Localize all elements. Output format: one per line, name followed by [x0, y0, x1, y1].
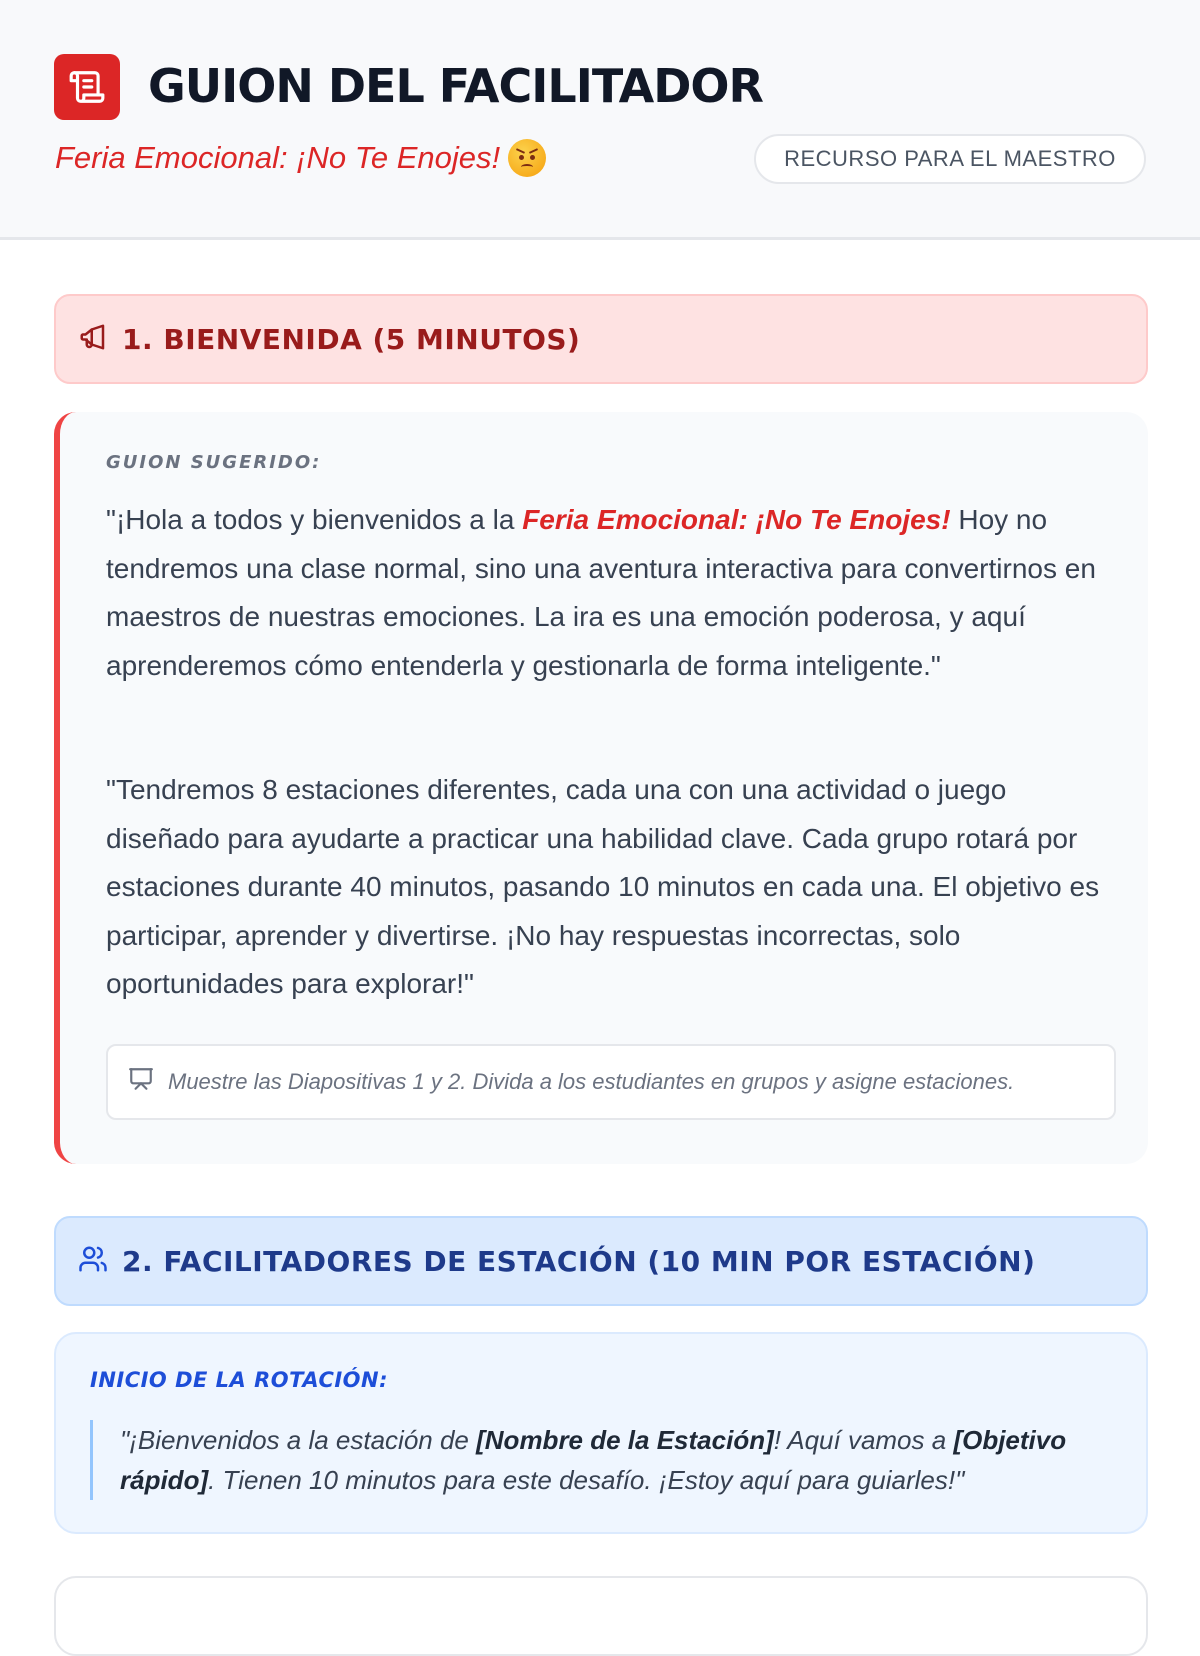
welcome-script-card: [54, 412, 1148, 1164]
header: [0, 0, 1200, 240]
quote-objective: [Objetivo rápido]: [120, 1425, 1067, 1495]
subtitle-text: Feria Emocional: ¡No Te Enojes!: [55, 140, 501, 175]
quote-part-2: ! Aquí vamos a: [773, 1425, 954, 1455]
rotation-label: INICIO DE LA ROTACIÓN:: [90, 1368, 388, 1392]
para1-text-start: "¡Hola a todos y bienvenidos a la: [106, 504, 523, 535]
script-paragraph-1: [106, 496, 1116, 690]
slide-note-text: Muestre las Diapositivas 1 y 2. Divida a los estudiantes en grupos y asigne estaciones.: [168, 1069, 1015, 1094]
quote-part-1: "¡Bienvenidos a la estación de: [120, 1425, 477, 1455]
script-label: GUION SUGERIDO:: [106, 452, 322, 473]
next-card: [54, 1576, 1148, 1656]
section-welcome-title: 1. BIENVENIDA (5 MINUTOS): [122, 322, 581, 356]
rotation-start-card: [54, 1332, 1148, 1534]
para1-highlight: Feria Emocional: ¡No Te Enojes!: [522, 504, 951, 535]
megaphone-icon: [78, 322, 108, 357]
resource-badge: RECURSO PARA EL MAESTRO: [754, 134, 1146, 184]
quote-part-3: . Tienen 10 minutos para este desafío. ¡Estoy aquí para guiarles!": [208, 1465, 965, 1495]
script-paragraph-2: "Tendremos 8 estaciones diferentes, cada una con una actividad o juego diseñado para ayudarte a practicar una habilidad clave. Cada grupo rotará por estaciones durante 40 minutos, pasando 10 minutos en cada una. El objetivo es participar, aprender y divertirse. ¡No hay respuestas incorrectas, solo oportunidades para explorar!": [106, 774, 1100, 999]
section-facilitators-header: [54, 1216, 1148, 1306]
section-facilitators-title: 2. FACILITADORES DE ESTACIÓN (10 MIN POR ESTACIÓN): [122, 1244, 1036, 1278]
para1-text-end: Hoy no tendremos una clase normal, sino una aventura interactiva para convertirnos en maestros de nuestras emociones. La ira es una emoción poderosa, y aquí aprenderemos cómo entenderla y gestionarla de forma inteligente.": [106, 504, 1096, 681]
slide-note: [106, 1044, 1116, 1120]
scroll-icon: [54, 54, 120, 120]
subtitle: [55, 136, 546, 180]
rotation-quote: [90, 1420, 1100, 1500]
quote-station-name: [Nombre de la Estación]: [476, 1425, 774, 1455]
users-icon: [78, 1244, 108, 1279]
presentation-icon: [128, 1066, 154, 1098]
page-title: GUION DEL FACILITADOR: [148, 59, 763, 113]
angry-face-emoji-icon: [508, 139, 546, 177]
section-welcome-header: [54, 294, 1148, 384]
